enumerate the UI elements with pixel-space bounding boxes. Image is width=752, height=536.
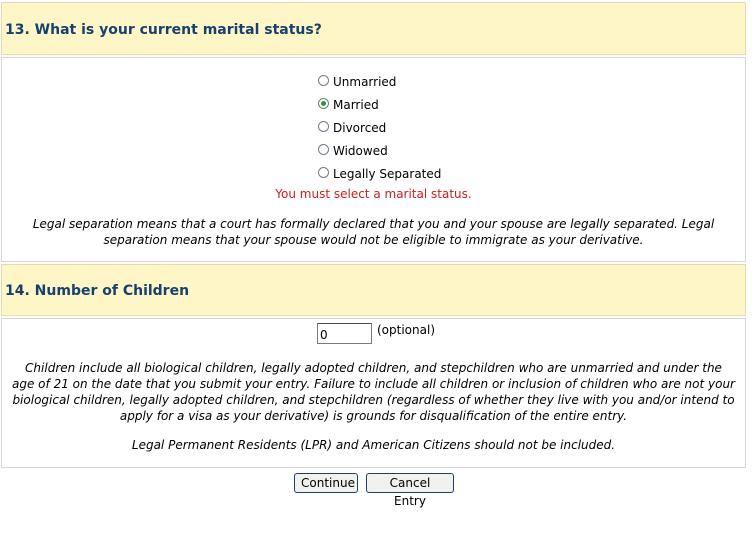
marital-option-legally-separated[interactable] — [318, 162, 441, 185]
children-definition-note: Children include all biological children, legally adopted children, and stepchildren who are unmarried and under the age of 21 on the date that you submit your entry. Failure to include all children or inclusion of children who are not your biological children, legally adopted children, and stepchildren (regardless of whether they live with you and/or intend to apply for a visa as your derivative) is grounds for disqualification of the entire entry. — [12, 361, 735, 423]
radio-label-divorced: Divorced — [333, 120, 387, 135]
legal-separation-note: Legal separation means that a court has formally declared that you and your spouse are legally separated. Legal separation means that your spouse would not be eligible to immigrate as your derivative. — [32, 217, 715, 247]
radio-label-unmarried: Unmarried — [333, 74, 397, 89]
lpr-citizen-note: Legal Permanent Residents (LPR) and American Citizens should not be included. — [131, 438, 616, 452]
marital-option-married[interactable] — [318, 93, 441, 116]
marital-option-divorced[interactable] — [318, 116, 441, 139]
children-header — [1, 264, 746, 316]
marital-option-widowed[interactable] — [318, 139, 441, 162]
radio-divorced[interactable] — [318, 121, 329, 132]
children-section — [1, 318, 746, 468]
radio-label-legally-separated: Legally Separated — [333, 166, 442, 181]
optional-label: (optional) — [377, 323, 435, 337]
radio-label-married: Married — [333, 97, 379, 112]
marital-status-title: 13. What is your current marital status? — [5, 22, 322, 38]
marital-status-options — [318, 70, 441, 185]
children-title: 14. Number of Children — [5, 283, 190, 299]
continue-button[interactable]: Continue — [294, 473, 358, 493]
radio-unmarried[interactable] — [318, 75, 329, 86]
radio-married[interactable] — [318, 98, 329, 109]
number-of-children-input[interactable] — [317, 323, 372, 344]
marital-status-header — [1, 2, 746, 55]
marital-status-section — [1, 57, 746, 262]
radio-label-widowed: Widowed — [333, 143, 388, 158]
marital-status-error: You must select a marital status. — [275, 187, 472, 201]
radio-legally-separated[interactable] — [318, 167, 329, 178]
radio-widowed[interactable] — [318, 144, 329, 155]
marital-option-unmarried[interactable] — [318, 70, 441, 93]
cancel-entry-button[interactable]: Cancel Entry — [366, 473, 454, 493]
